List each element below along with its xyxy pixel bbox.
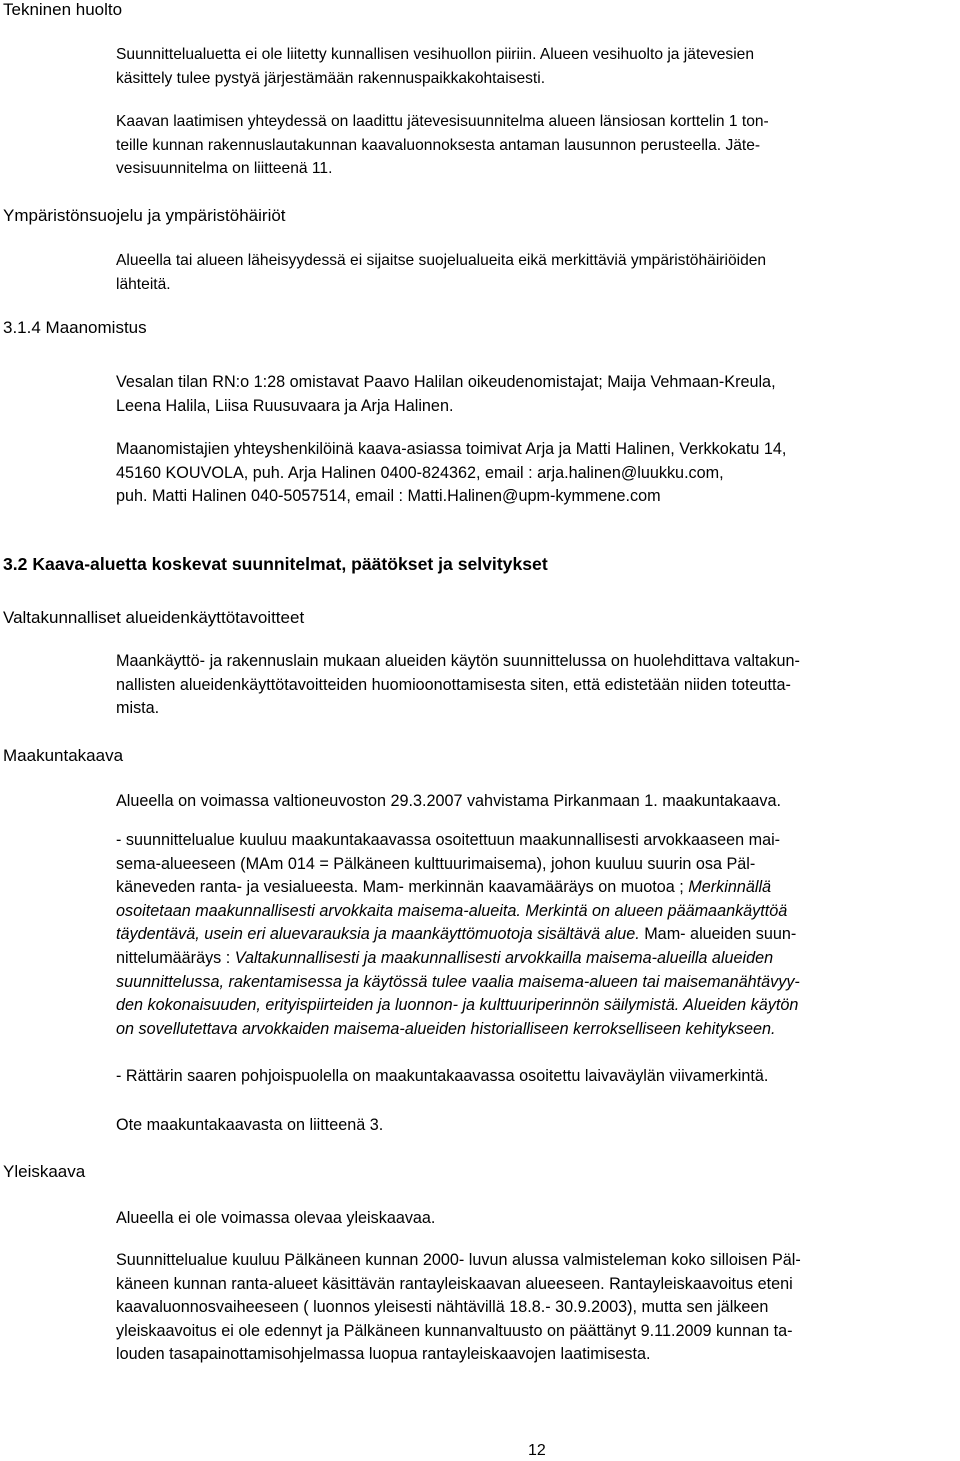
paragraph-omistajat: [116, 371, 956, 418]
paragraph-rantayleiskaava: [116, 1249, 956, 1367]
italic-quote: Valtakunnallisesti ja maakunnallisesti arvokkailla maisema-alueilla alueiden: [234, 948, 774, 967]
text-line: - suunnittelualue kuuluu maakuntakaavassa osoitettuun maakunnallisesti arvokkaaseen mai-: [116, 831, 781, 849]
paragraph-vesihuolto: [116, 43, 956, 90]
paragraph-ei-yleiskaavaa: [116, 1207, 956, 1231]
text-line: - Rättärin saaren pohjoispuolella on maakuntakaavassa osoitettu laivaväylän viivamerkintä.: [116, 1067, 769, 1085]
section-title-3-2: 3.2 Kaava-aluetta koskevat suunnitelmat, päätökset ja selvitykset: [3, 554, 548, 574]
text-line: Maanomistajien yhteyshenkilöinä kaava-asiassa toimivat Arja ja Matti Halinen, Verkkokatu 14,: [116, 440, 787, 458]
text-line: Alueella tai alueen läheisyydessä ei sijaitse suojelualueita eikä merkittäviä ympäristöhäiriöiden: [116, 252, 767, 269]
paragraph-jatevesisuunnitelma: [116, 110, 956, 181]
italic-quote: täydentävä, usein eri aluevarauksia ja maankäyttömuotoja sisältävä alue.: [116, 925, 640, 944]
page-number: 12: [528, 1442, 546, 1459]
italic-quote: on sovellutettava arvokkaiden maisema-alueiden historialliseen kerrokselliseen kehitykseen.: [116, 1019, 776, 1038]
paragraph-laivavayla: [116, 1065, 956, 1089]
text-line: 45160 KOUVOLA, puh. Arja Halinen 0400-824362, email : arja.halinen@luukku.com,: [116, 463, 724, 482]
text-line: Maankäyttö- ja rakennuslain mukaan alueiden käytön suunnittelussa on huolehdittava valtakun-: [116, 652, 800, 670]
italic-quote: den kokonaisuuden, erityispiirteiden ja luonnon- ja kulttuuriperinnön säilymistä. Alueiden käytön: [116, 996, 799, 1015]
paragraph-maankayttolaki: [116, 650, 956, 721]
paragraph-voimassa-maakuntakaava: [116, 790, 956, 814]
paragraph-maisema-alue: [116, 829, 956, 1041]
text-segment: käneveden ranta- ja vesialueesta. Mam- merkinnän kaavamääräys on muotoa ;: [116, 878, 689, 897]
heading-valtakunnalliset: Valtakunnalliset alueidenkäyttötavoitteet: [3, 608, 305, 627]
text-line: [116, 923, 956, 947]
text-line: vesisuunnitelma on liitteenä 11.: [116, 160, 333, 178]
text-line: käneen kunnan ranta-alueet käsittävän rantayleiskaavan alueeseen. Rantayleiskaavoitus eteni: [116, 1274, 793, 1293]
italic-quote: suunnittelussa, rakentamisessa ja käytössä tulee vaalia maisema-alueen tai maisemanähtävyy-: [116, 972, 800, 991]
text-line: Alueella on voimassa valtioneuvoston 29.3.2007 vahvistama Pirkanmaan 1. maakuntakaava.: [116, 792, 781, 810]
text-line: Suunnittelualuetta ei ole liitetty kunnallisen vesihuollon piiriin. Alueen vesihuolto ja jätevesien: [116, 46, 755, 63]
heading-ymparistonsuojelu: Ympäristönsuojelu ja ympäristöhäiriöt: [3, 206, 286, 225]
text-line: Ote maakuntakaavasta on liitteenä 3.: [116, 1116, 384, 1134]
text-line: Kaavan laatimisen yhteydessä on laadittu jätevesisuunnitelma alueen länsiosan korttelin 1 ton-: [116, 113, 769, 130]
text-line: Vesalan tilan RN:o 1:28 omistavat Paavo Halilan oikeudenomistajat; Maija Vehmaan-Kreula,: [116, 373, 776, 391]
text-line: louden tasapainottamisohjelmassa luopua rantayleiskaavojen laatimisesta.: [116, 1345, 651, 1364]
paragraph-ote-liitteena: [116, 1114, 956, 1138]
text-line: Leena Halila, Liisa Ruusuvaara ja Arja Halinen.: [116, 396, 454, 415]
text-line: käsittely tulee pystyä järjestämään rakennuspaikkakohtaisesti.: [116, 69, 546, 87]
heading-maanomistus: 3.1.4 Maanomistus: [3, 318, 147, 337]
italic-quote: Merkinnällä: [688, 878, 772, 897]
text-line: lähteitä.: [116, 275, 171, 293]
text-segment: Mam- alueiden suun-: [639, 925, 797, 944]
text-line: mista.: [116, 699, 160, 718]
paragraph-yhteyshenkilot: [116, 438, 956, 509]
heading-yleiskaava: Yleiskaava: [3, 1162, 86, 1181]
text-line: sema-alueeseen (MAm 014 = Pälkäneen kulttuurimaisema), johon kuuluu suurin osa Päl-: [116, 854, 756, 873]
text-line: Alueella ei ole voimassa olevaa yleiskaavaa.: [116, 1209, 436, 1227]
text-segment: nittelumääräys :: [116, 948, 235, 967]
text-line: [116, 947, 956, 971]
italic-quote: osoitetaan maakunnallisesti arvokkaita maisema-alueita. Merkintä on alueen päämaankäyttöä: [116, 901, 788, 920]
heading-maakuntakaava: Maakuntakaava: [3, 746, 124, 765]
text-line: puh. Matti Halinen 040-5057514, email : Matti.Halinen@upm-kymmene.com: [116, 487, 661, 506]
text-line: nallisten alueidenkäyttötavoitteiden huomioonottamisesta siten, että edistetään niiden toteutta-: [116, 675, 791, 694]
text-line: [116, 876, 956, 900]
text-line: yleiskaavoitus ei ole edennyt ja Pälkäneen kunnanvaltuusto on päättänyt 9.11.2009 kunnan ta-: [116, 1321, 793, 1340]
heading-tekninen-huolto: Tekninen huolto: [3, 0, 123, 19]
text-line: Suunnittelualue kuuluu Pälkäneen kunnan 2000- luvun alussa valmisteleman koko silloisen Päl-: [116, 1251, 801, 1269]
paragraph-suojelualueet: [116, 249, 956, 296]
text-line: teille kunnan rakennuslautakunnan kaavaluonnoksesta antaman lausunnon perusteella. Jäte-: [116, 136, 761, 154]
text-line: kaavaluonnosvaiheeseen ( luonnos yleisesti nähtävillä 18.8.- 30.9.2003), mutta sen jälkeen: [116, 1298, 769, 1317]
